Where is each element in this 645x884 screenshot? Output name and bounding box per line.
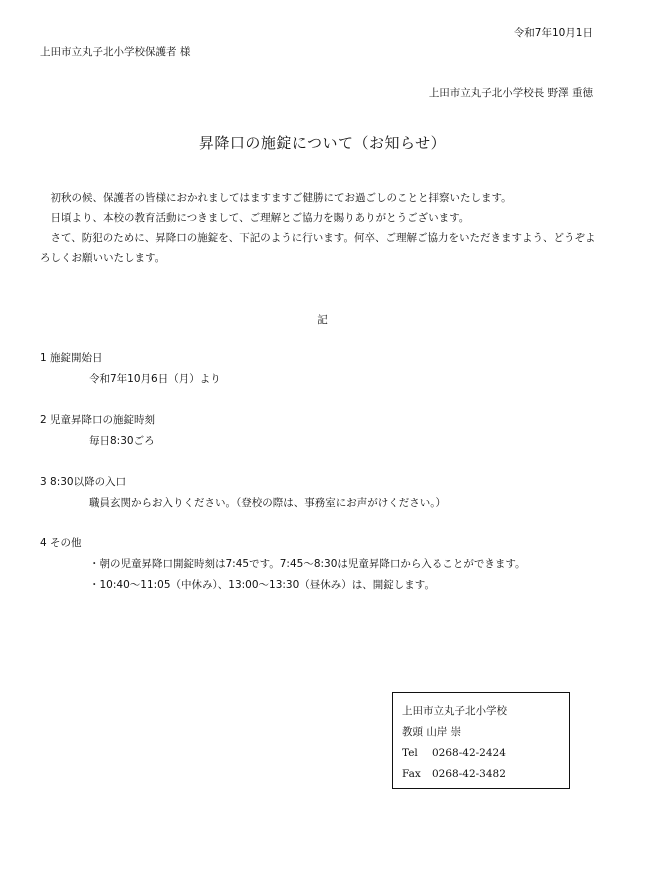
- contact-box: [392, 692, 570, 789]
- tel-label: Tel: [402, 747, 418, 759]
- body-paragraph: 日頃より、本校の教育活動につきまして、ご理解とご協力を賜りありがとうございます。: [50, 212, 470, 224]
- section-heading: 4 その他: [40, 537, 82, 549]
- section-bullet: ・朝の児童昇降口開錠時刻は7:45です。7:45～8:30は児童昇降口から入ることができます。: [89, 558, 526, 570]
- section-detail: 令和7年10月6日（月）より: [89, 373, 221, 385]
- document-title: 昇降口の施錠について（お知らせ）: [198, 134, 447, 152]
- document-date: 令和7年10月1日: [513, 27, 593, 39]
- recipient: 上田市立丸子北小学校保護者 様: [40, 46, 191, 58]
- contact-person: 教頭 山岸 崇: [402, 726, 462, 738]
- fax-number: 0268-42-3482: [432, 768, 506, 780]
- ki-heading: 記: [317, 314, 328, 326]
- contact-school: 上田市立丸子北小学校: [402, 705, 507, 717]
- section-detail: 職員玄関からお入りください。（登校の際は、事務室にお声がけください。）: [89, 497, 446, 509]
- body-text: [40, 188, 600, 268]
- tel-number: 0268-42-2424: [432, 747, 506, 759]
- fax-label: Fax: [402, 768, 421, 780]
- section-detail: 毎日8:30ごろ: [89, 435, 155, 447]
- section-heading: 1 施錠開始日: [40, 352, 103, 364]
- section-heading: 2 児童昇降口の施錠時刻: [40, 414, 156, 426]
- sender: 上田市立丸子北小学校長 野澤 重徳: [428, 87, 593, 99]
- contact-fax: [402, 764, 569, 785]
- section-bullet: ・10:40～11:05（中休み）、13:00～13:30（昼休み）は、開錠します。: [89, 579, 435, 591]
- section-heading: 3 8:30以降の入口: [40, 476, 127, 488]
- body-paragraph: さて、防犯のために、昇降口の施錠を、下記のように行います。何卒、ご理解ご協力をいただきますよう、どうぞよろしくお願いいたします。: [40, 232, 596, 264]
- contact-tel: [402, 743, 569, 764]
- body-paragraph: 初秋の候、保護者の皆様におかれましてはますますご健勝にてお過ごしのことと拝察いたします。: [50, 192, 512, 204]
